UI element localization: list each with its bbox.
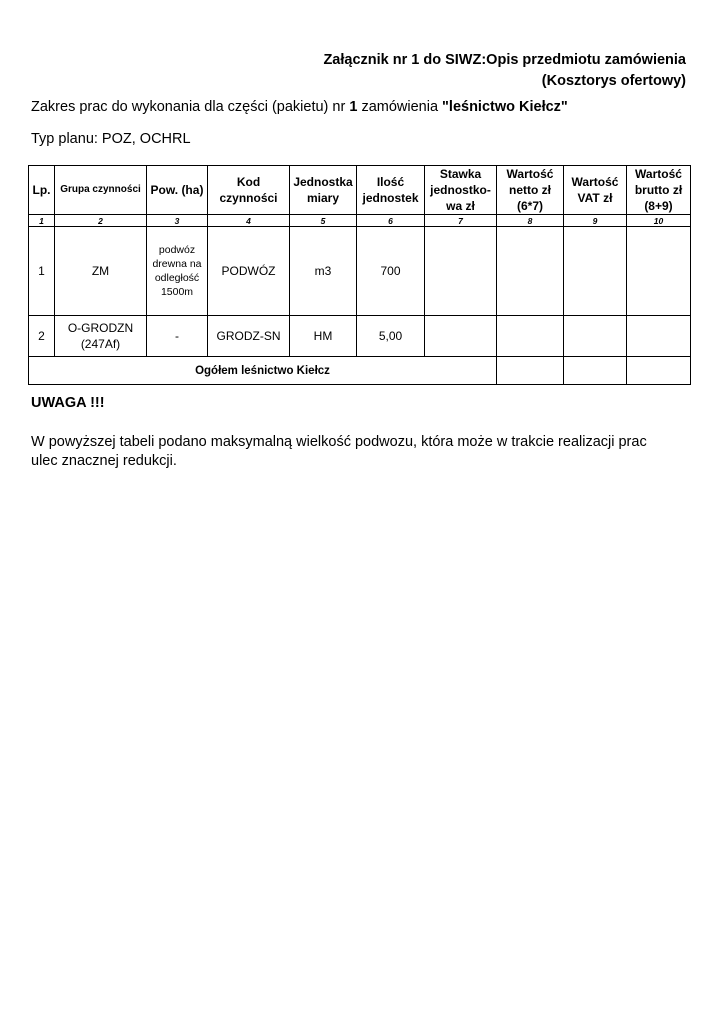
- scope-prefix: Zakres prac do wykonania dla części (pakietu) nr: [31, 99, 350, 115]
- header-vat: Wartość VAT zł: [564, 166, 627, 215]
- total-label: Ogółem leśnictwo Kiełcz: [29, 357, 497, 385]
- header-title: Załącznik nr 1 do SIWZ:Opis przedmiotu zamówienia: [323, 52, 686, 68]
- cost-table: [28, 165, 691, 385]
- warning-text: W powyższej tabeli podano maksymalną wielkość podwozu, która może w trakcie realizacji prac ulec znacznej redukcji.: [31, 434, 647, 469]
- column-number: 2: [55, 215, 147, 227]
- cell-net-input[interactable]: [497, 316, 564, 357]
- total-net-input[interactable]: [497, 357, 564, 385]
- cell-group: ZM: [55, 227, 147, 316]
- column-number-row: [29, 215, 691, 227]
- cell-qty: 700: [357, 227, 425, 316]
- cell-lp: 2: [29, 316, 55, 357]
- cell-unit: HM: [290, 316, 357, 357]
- warning-title: UWAGA !!!: [31, 395, 105, 411]
- header-lp: Lp.: [29, 166, 55, 215]
- header-net: Wartość netto zł (6*7): [497, 166, 564, 215]
- column-number: 6: [357, 215, 425, 227]
- cell-vat-input[interactable]: [564, 316, 627, 357]
- total-vat-input[interactable]: [564, 357, 627, 385]
- document-header: [323, 50, 686, 92]
- total-gross-input[interactable]: [627, 357, 691, 385]
- table-header-row: [29, 166, 691, 215]
- cell-net-input[interactable]: [497, 227, 564, 316]
- header-unit: Jednostka miary: [290, 166, 357, 215]
- column-number: 7: [425, 215, 497, 227]
- header-rate: Stawka jednostko-wa zł: [425, 166, 497, 215]
- header-subtitle: (Kosztorys ofertowy): [541, 73, 686, 89]
- cell-area: -: [147, 316, 208, 357]
- column-number: 3: [147, 215, 208, 227]
- header-gross: Wartość brutto zł (8+9): [627, 166, 691, 215]
- cell-rate-input[interactable]: [425, 316, 497, 357]
- cell-code: GRODZ-SN: [208, 316, 290, 357]
- table-row: [29, 227, 691, 316]
- cell-qty: 5,00: [357, 316, 425, 357]
- cell-lp: 1: [29, 227, 55, 316]
- cell-gross-input[interactable]: [627, 316, 691, 357]
- cell-rate-input[interactable]: [425, 227, 497, 316]
- table-row: [29, 316, 691, 357]
- header-group: Grupa czynności: [55, 166, 147, 215]
- column-number: 5: [290, 215, 357, 227]
- scope-number: 1: [349, 99, 358, 115]
- cell-group: O-GRODZN (247Af): [55, 316, 147, 357]
- plan-type: Typ planu: POZ, OCHRL: [31, 131, 191, 147]
- cell-area: podwóz drewna na odległość 1500m: [147, 227, 208, 316]
- scope-line: [31, 99, 568, 115]
- header-qty: Ilość jednostek: [357, 166, 425, 215]
- scope-name: "leśnictwo Kiełcz": [442, 99, 568, 115]
- cell-unit: m3: [290, 227, 357, 316]
- column-number: 1: [29, 215, 55, 227]
- cell-vat-input[interactable]: [564, 227, 627, 316]
- total-row: [29, 357, 691, 385]
- cell-code: PODWÓZ: [208, 227, 290, 316]
- column-number: 4: [208, 215, 290, 227]
- scope-middle: zamówienia: [357, 99, 443, 115]
- cell-gross-input[interactable]: [627, 227, 691, 316]
- header-code: Kod czynności: [208, 166, 290, 215]
- column-number: 8: [497, 215, 564, 227]
- column-number: 10: [627, 215, 691, 227]
- column-number: 9: [564, 215, 627, 227]
- header-area: Pow. (ha): [147, 166, 208, 215]
